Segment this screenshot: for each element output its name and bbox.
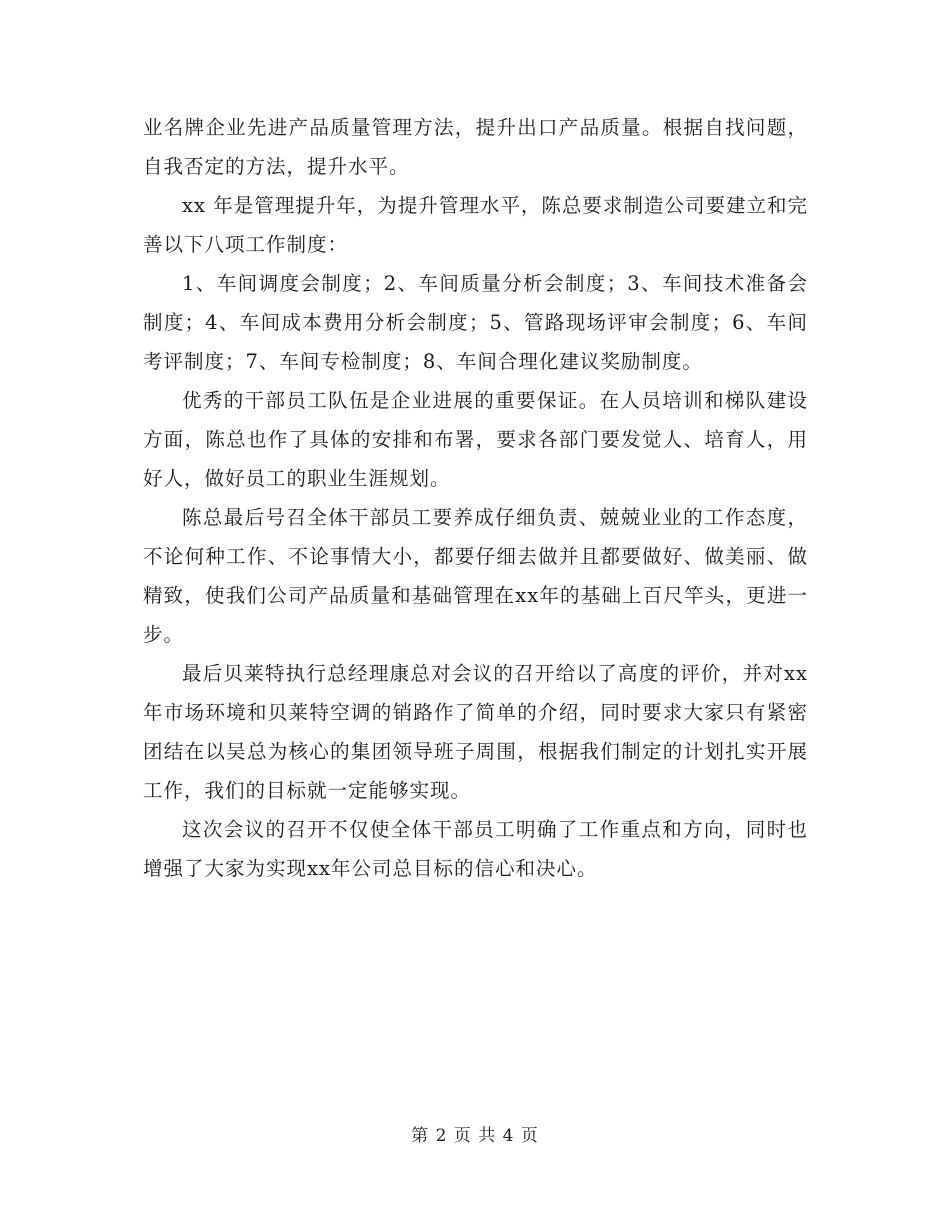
page-number-footer: 第 2 页 共 4 页 — [411, 1126, 539, 1146]
paragraph-management-year: xx 年是管理提升年，为提升管理水平，陈总要求制造公司要建立和完善以下八项工作制度： — [143, 194, 808, 256]
paragraph-eight-systems: 1、车间调度会制度；2、车间质量分析会制度；3、车间技术准备会制度；4、车间成本费用分析会制度；5、管路现场评审会制度；6、车间考评制度；7、车间专检制度；8、车间合理化建议奖励制度。 — [143, 272, 808, 373]
paragraph-executive-remarks: 最后贝莱特执行总经理康总对会议的召开给以了高度的评价，并对xx年市场环境和贝莱特空调的销路作了简单的介绍，同时要求大家只有紧密团结在以吴总为核心的集团领导班子周围，根据我们制定的计划扎实开展工作，我们的目标就一定能够实现。 — [143, 662, 808, 802]
paragraph-conclusion: 这次会议的召开不仅使全体干部员工明确了工作重点和方向，同时也增强了大家为实现xx年公司总目标的信心和决心。 — [143, 818, 808, 880]
paragraph-staff-training: 优秀的干部员工队伍是企业进展的重要保证。在人员培训和梯队建设方面，陈总也作了具体的安排和布署，要求各部门要发觉人、培育人，用好人，做好员工的职业生涯规划。 — [143, 389, 808, 490]
paragraph-work-attitude: 陈总最后号召全体干部员工要养成仔细负责、兢兢业业的工作态度，不论何种工作、不论事情大小，都要仔细去做并且都要做好、做美丽、做精致，使我们公司产品质量和基础管理在xx年的基础上百尺竿头，更进一步。 — [143, 506, 808, 646]
paragraph-continuation: 业名牌企业先进产品质量管理方法，提升出口产品质量。根据自找问题，自我否定的方法，提升水平。 — [143, 116, 808, 178]
document-body — [143, 108, 808, 888]
